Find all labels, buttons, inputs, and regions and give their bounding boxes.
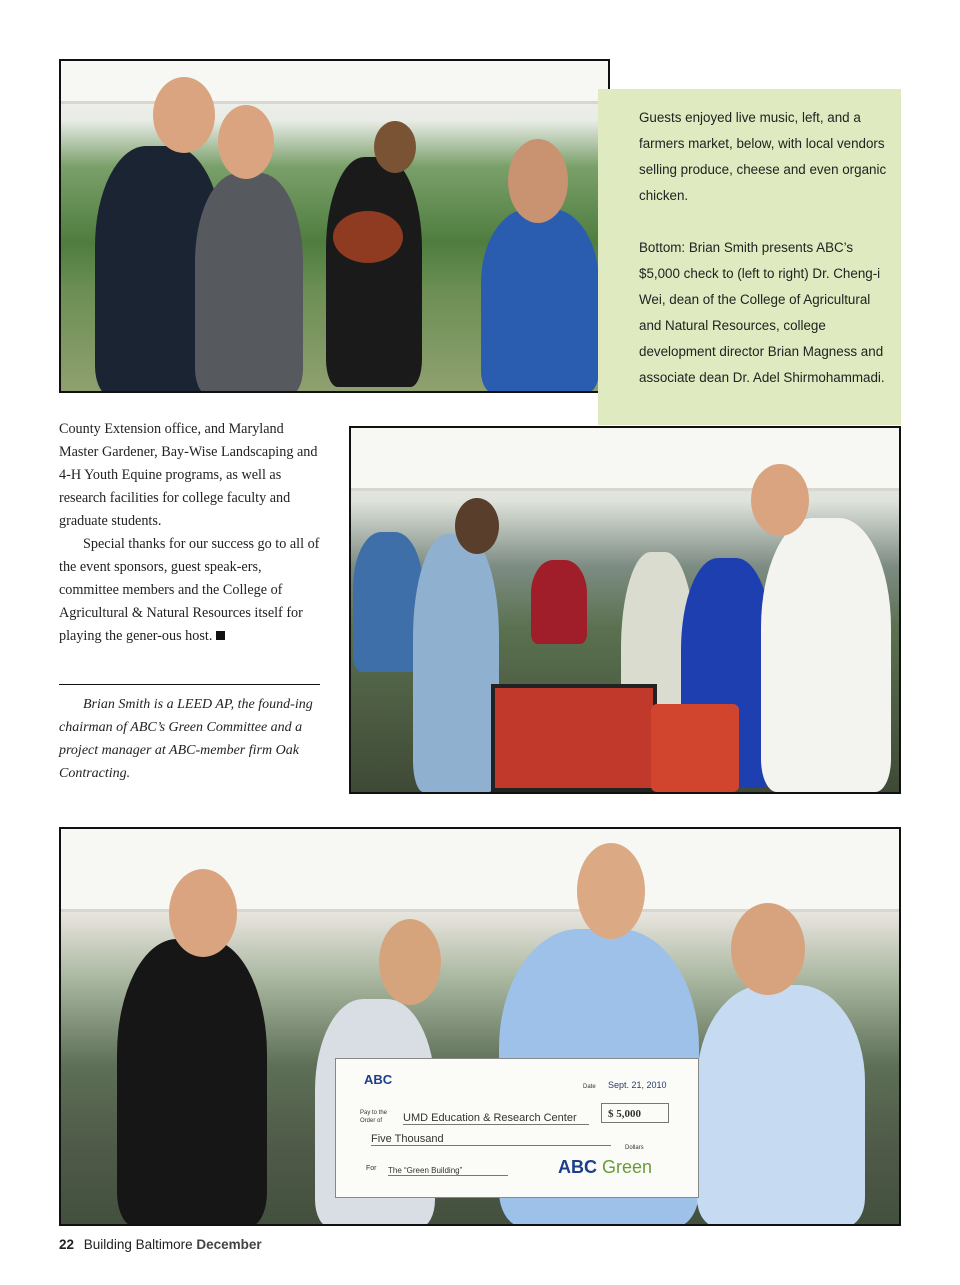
guest-head <box>508 139 568 223</box>
guest-head <box>218 105 274 179</box>
apple-crate <box>491 684 657 792</box>
guest-figure <box>195 173 303 393</box>
tent-canopy <box>351 428 899 491</box>
child-figure <box>531 560 587 644</box>
check-payee: UMD Education & Research Center <box>403 1112 589 1125</box>
presenter-figure <box>117 939 267 1226</box>
check-date: Sept. 21, 2010 <box>608 1080 667 1090</box>
brand-green: Green <box>602 1157 653 1177</box>
live-music-photo <box>59 59 610 393</box>
ceremonial-check <box>335 1058 699 1198</box>
visitor-head <box>751 464 809 536</box>
guitarist-figure <box>326 157 422 387</box>
end-mark-icon <box>216 631 225 640</box>
article-paragraph-2 <box>59 533 321 648</box>
associate-dean-head <box>731 903 805 995</box>
guest-figure <box>481 209 599 393</box>
check-dollars-label: Dollars <box>625 1145 644 1151</box>
page-number: 22 <box>59 1237 75 1252</box>
shopper-head <box>455 498 499 554</box>
abc-logo: ABC <box>364 1072 393 1087</box>
tent-canopy <box>61 61 608 104</box>
article-paragraph-1: County Extension office, and Maryland Master Gardener, Bay-Wise Landscaping and 4-H Youth Equine programs, as well as research facilities for college faculty and graduate students. <box>59 421 318 529</box>
associate-dean-figure <box>697 985 865 1226</box>
guitarist-head <box>374 121 416 173</box>
author-bio: Brian Smith is a LEED AP, the found-ing chairman of ABC’s Green Committee and a project manager at ABC-member firm Oak Contracting. <box>59 697 313 781</box>
check-pay-to-label: Pay to the Order of <box>360 1110 388 1124</box>
shopper-figure <box>413 534 499 792</box>
check-memo: The “Green Building” <box>388 1166 508 1176</box>
dean-head <box>379 919 441 1005</box>
apple-basket <box>651 704 739 792</box>
guest-head <box>153 77 215 153</box>
check-amount: $ 5,000 <box>601 1103 669 1123</box>
check-date-label: Date <box>583 1084 596 1090</box>
article-body <box>59 418 321 648</box>
photo-caption <box>598 89 901 425</box>
bio-divider <box>59 684 320 685</box>
brand-abc: ABC <box>558 1157 597 1177</box>
caption-top: Guests enjoyed live music, left, and a farmers market, below, with local vendors selling produce, cheese and even organic chicken. <box>639 110 887 203</box>
farmers-market-photo <box>349 426 901 794</box>
abc-green-logo <box>558 1157 652 1178</box>
article-paragraph-2-text: Special thanks for our success go to all of the event sponsors, guest speak-ers, committee members and the College of Agricultural & Natural Resources itself for playing the gener-ous host. <box>59 536 320 644</box>
director-head <box>577 843 645 939</box>
publication-name: Building Baltimore <box>83 1237 193 1252</box>
page-footer <box>59 1237 262 1252</box>
presenter-head <box>169 869 237 957</box>
visitor-figure <box>761 518 891 792</box>
issue-month: December <box>196 1237 262 1252</box>
caption-bottom: Bottom: Brian Smith presents ABC’s $5,000 check to (left to right) Dr. Cheng-i Wei, dean of the College of Agricultural and Natural Resources, college development director Brian Magness and associate dean Dr. Adel Shirmohammadi. <box>639 240 885 385</box>
guitar-icon <box>333 211 403 263</box>
check-amount-words: Five Thousand <box>371 1133 611 1146</box>
check-for-label: For <box>366 1165 377 1172</box>
